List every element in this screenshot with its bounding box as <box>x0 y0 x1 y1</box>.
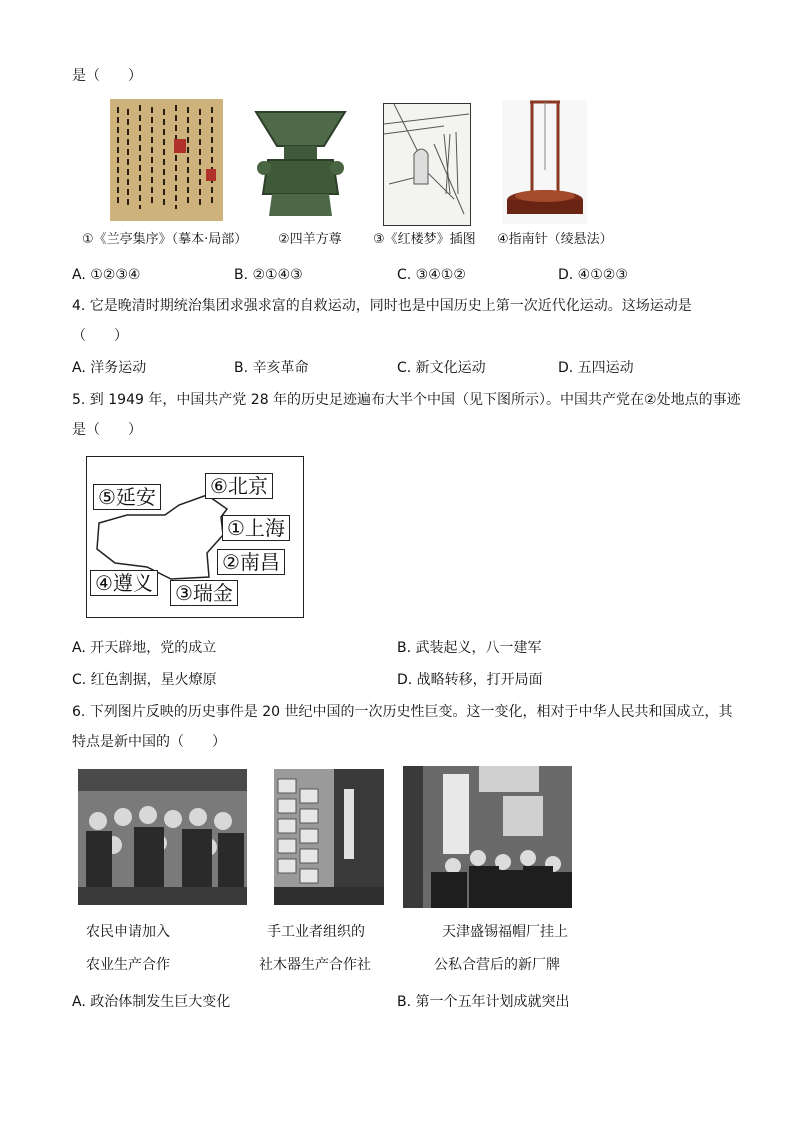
map-label-yanan: ⑤延安 <box>93 484 161 510</box>
photo-caption-2-line1: 手工业者组织的 <box>267 924 365 940</box>
map-label-nanchang: ②南昌 <box>217 549 285 575</box>
map-label-zunyi: ④遵义 <box>90 570 158 596</box>
q6-option-b[interactable]: B. 第一个五年计划成就突出 <box>397 994 570 1010</box>
photo-caption-1-line2: 农业生产合作 <box>86 957 170 973</box>
q5-option-d[interactable]: D. 战略转移，打开局面 <box>397 672 543 688</box>
q4-option-a[interactable]: A. 洋务运动 <box>72 360 147 376</box>
farmers-cooperative-photo <box>78 769 247 905</box>
q5-stem-line1: 5. 到 1949 年，中国共产党 28 年的历史足迹遍布大半个中国（见下图所示）。中国共产党在②处地点的事迹 <box>72 392 741 408</box>
q5-option-a[interactable]: A. 开天辟地，党的成立 <box>72 640 217 656</box>
party-route-map <box>86 456 304 618</box>
q6-stem-line1: 6. 下列图片反映的历史事件是 20 世纪中国的一次历史性巨变。这一变化，相对于中华人民共和国成立，其 <box>72 704 733 720</box>
calligraphy-image <box>110 99 223 221</box>
photo-caption-3-line1: 天津盛锡福帽厂挂上 <box>442 924 568 940</box>
q6-stem-line2: 特点是新中国的（ ） <box>72 734 226 750</box>
map-label-shanghai: ①上海 <box>222 515 290 541</box>
q4-option-b[interactable]: B. 辛亥革命 <box>234 360 309 376</box>
q5-option-c[interactable]: C. 红色割据，星火燎原 <box>72 672 217 688</box>
q3-stem-tail: 是（ ） <box>72 68 142 84</box>
q3-option-a[interactable]: A. ①②③④ <box>72 267 141 283</box>
caption-3: ③《红楼梦》插图 <box>373 232 476 247</box>
caption-1: ①《兰亭集序》（摹本·局部） <box>82 232 248 247</box>
hongloumeng-illustration-image <box>383 103 471 226</box>
q5-option-b[interactable]: B. 武装起义，八一建军 <box>397 640 542 656</box>
caption-4: ④指南针（绫悬法） <box>497 232 613 247</box>
bronze-zun-image <box>254 106 347 218</box>
q3-option-c[interactable]: C. ③④①② <box>397 267 466 283</box>
photo-caption-2-line2: 社木器生产合作社 <box>259 957 371 973</box>
handicraft-cooperative-photo <box>274 769 384 905</box>
q3-option-d[interactable]: D. ④①②③ <box>558 267 628 283</box>
q6-option-a[interactable]: A. 政治体制发生巨大变化 <box>72 994 231 1010</box>
map-label-ruijin: ③瑞金 <box>170 580 238 606</box>
photo-caption-3-line2: 公私合营后的新厂牌 <box>434 957 560 973</box>
q4-stem-line2: （ ） <box>72 328 128 344</box>
tianjin-factory-photo <box>403 766 572 908</box>
q4-option-d[interactable]: D. 五四运动 <box>558 360 634 376</box>
q4-option-c[interactable]: C. 新文化运动 <box>397 360 486 376</box>
q4-stem-line1: 4. 它是晚清时期统治集团求强求富的自救运动，同时也是中国历史上第一次近代化运动。这场运动是 <box>72 298 692 314</box>
map-label-beijing: ⑥北京 <box>205 473 273 499</box>
photo-caption-1-line1: 农民申请加入 <box>86 924 170 940</box>
compass-image <box>502 100 587 224</box>
q3-option-b[interactable]: B. ②①④③ <box>234 267 303 283</box>
q5-stem-line2: 是（ ） <box>72 422 142 438</box>
caption-2: ②四羊方尊 <box>278 232 342 247</box>
